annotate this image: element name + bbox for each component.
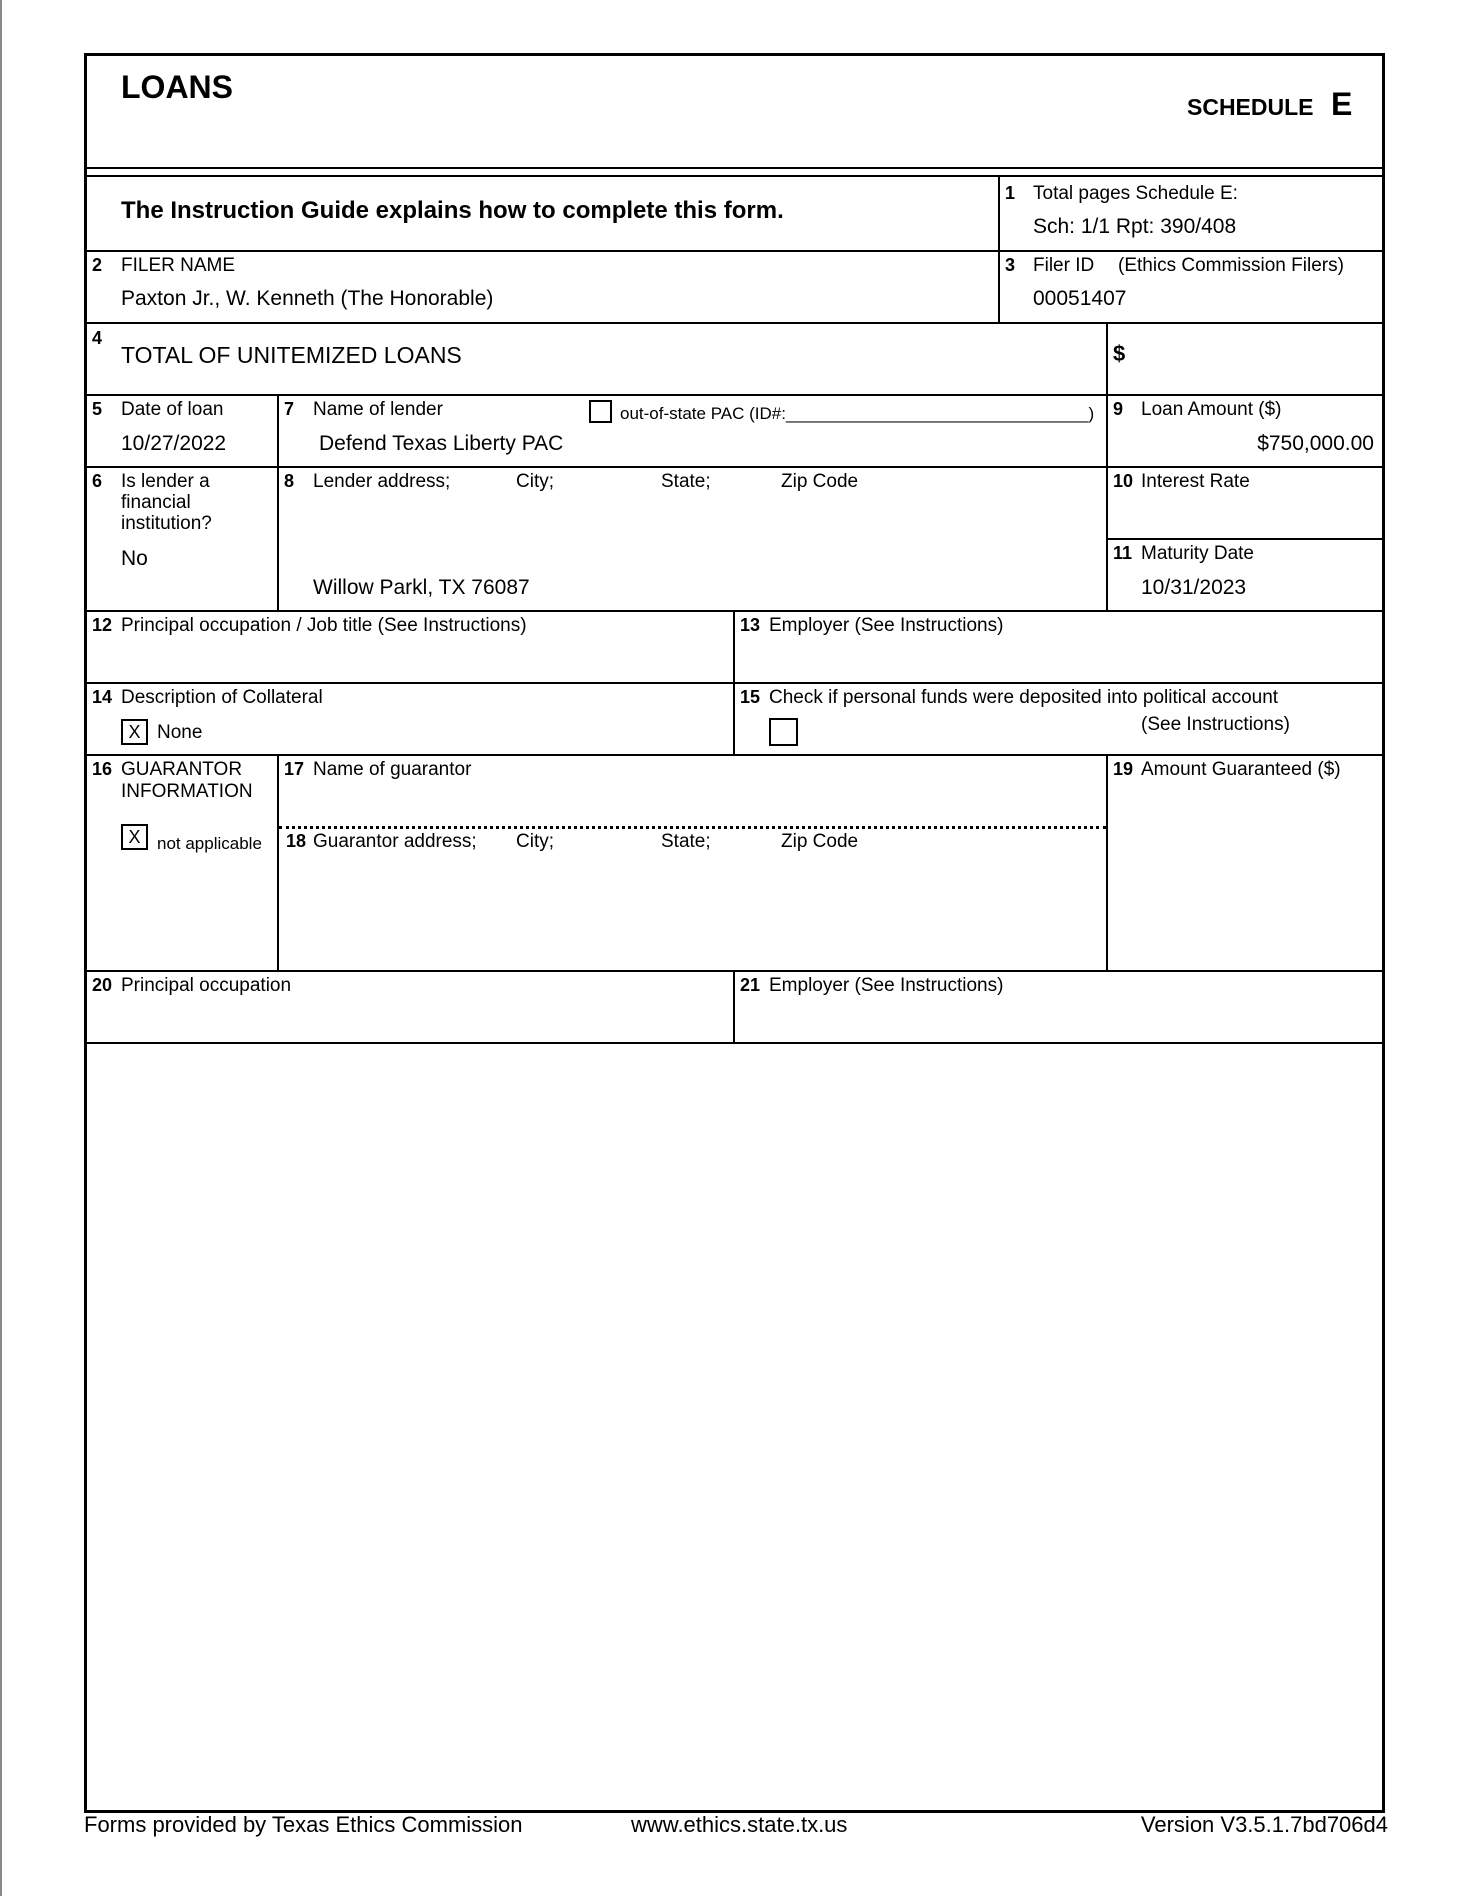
collateral-none-checkbox[interactable]: X [121, 719, 148, 745]
filer-id-note: (Ethics Commission Filers) [1118, 255, 1344, 276]
field-number: 16 [92, 759, 113, 779]
schedule-label: SCHEDULE [1187, 94, 1314, 120]
field-number: 17 [284, 759, 305, 779]
filer-name-value: Paxton Jr., W. Kenneth (The Honorable) [121, 287, 494, 310]
financial-institution-label-2: financial [121, 492, 191, 513]
personal-funds-checkbox[interactable] [769, 718, 798, 746]
rule [84, 167, 1385, 169]
footer-provider: Forms provided by Texas Ethics Commission [84, 1812, 523, 1837]
rule [84, 466, 1385, 468]
guarantor-zip-label: Zip Code [781, 831, 859, 852]
dotted-rule [279, 826, 1106, 829]
personal-funds-note: (See Instructions) [1141, 714, 1290, 735]
rule [733, 610, 735, 754]
lender-zip-label: Zip Code [781, 471, 859, 492]
form-title: LOANS [121, 69, 233, 105]
maturity-date-value: 10/31/2023 [1141, 576, 1247, 599]
field-number: 10 [1113, 471, 1134, 491]
field-number: 8 [284, 471, 295, 491]
field-number: 18 [286, 831, 307, 851]
guarantor-city-label: City; [516, 831, 554, 852]
field-number: 20 [92, 975, 113, 995]
interest-rate-label: Interest Rate [1141, 471, 1250, 492]
instructions-note: The Instruction Guide explains how to complete this form. [121, 197, 784, 224]
field-number: 2 [92, 255, 103, 275]
field-number: 13 [740, 615, 761, 635]
financial-institution-label-1: Is lender a [121, 471, 210, 492]
rule [84, 250, 1385, 252]
amount-guaranteed-label: Amount Guaranteed ($) [1141, 759, 1341, 780]
out-of-state-pac-label: out-of-state PAC (ID#:________________________________) [620, 404, 1095, 423]
lender-name-label: Name of lender [313, 399, 443, 420]
total-pages-label: Total pages Schedule E: [1033, 183, 1238, 204]
field-number: 6 [92, 471, 103, 491]
loan-date-label: Date of loan [121, 399, 224, 420]
financial-institution-value: No [121, 547, 148, 570]
field-number: 15 [740, 687, 761, 707]
rule [84, 175, 1385, 177]
rule [1106, 538, 1385, 540]
field-number: 9 [1113, 399, 1124, 419]
rule [84, 754, 1385, 756]
rule [277, 754, 279, 970]
field-number: 12 [92, 615, 113, 635]
filer-id-value: 00051407 [1033, 287, 1127, 310]
field-number: 1 [1005, 183, 1016, 203]
guarantor-not-applicable-checkbox[interactable]: X [121, 824, 148, 850]
loan-amount-value: $750,000.00 [1257, 432, 1374, 455]
loan-date-value: 10/27/2022 [121, 432, 227, 455]
collateral-none-label: None [157, 722, 203, 743]
field-number: 5 [92, 399, 103, 419]
rule [84, 322, 1385, 324]
schedule-e-form [84, 53, 1385, 1813]
guarantor-employer-label: Employer (See Instructions) [769, 975, 1004, 996]
field-number: 4 [92, 328, 103, 348]
filer-name-label: FILER NAME [121, 255, 236, 276]
field-number: 21 [740, 975, 761, 995]
total-pages-value: Sch: 1/1 Rpt: 390/408 [1033, 215, 1237, 238]
guarantor-info-label-1: GUARANTOR [121, 759, 243, 780]
footer-website[interactable]: www.ethics.state.tx.us [631, 1812, 848, 1837]
rule [998, 175, 1000, 322]
footer-version: Version V3.5.1.7bd706d4 [1140, 1812, 1388, 1837]
rule [1106, 322, 1108, 610]
guarantor-state-label: State; [661, 831, 711, 852]
filer-id-label: Filer ID [1033, 255, 1095, 276]
field-number: 7 [284, 399, 295, 419]
rule [277, 394, 279, 610]
lender-city-label: City; [516, 471, 554, 492]
field-number: 14 [92, 687, 113, 707]
guarantor-occupation-label: Principal occupation [121, 975, 292, 996]
lender-address-label: Lender address; [313, 471, 451, 492]
currency-sign: $ [1113, 341, 1126, 366]
out-of-state-pac-checkbox[interactable] [589, 400, 612, 423]
collateral-label: Description of Collateral [121, 687, 323, 708]
lender-state-label: State; [661, 471, 711, 492]
page-edge [0, 0, 2, 1896]
rule [733, 970, 735, 1042]
guarantor-not-applicable-label: not applicable [157, 834, 262, 853]
schedule-letter: E [1331, 86, 1353, 122]
guarantor-name-label: Name of guarantor [313, 759, 472, 780]
rule [84, 394, 1385, 396]
maturity-date-label: Maturity Date [1141, 543, 1254, 564]
lender-occupation-label: Principal occupation / Job title (See Instructions) [121, 615, 527, 636]
field-number: 11 [1113, 543, 1133, 563]
rule [1106, 754, 1108, 970]
lender-employer-label: Employer (See Instructions) [769, 615, 1004, 636]
lender-name-value: Defend Texas Liberty PAC [319, 432, 564, 455]
rule [84, 1042, 1385, 1044]
guarantor-info-label-2: INFORMATION [121, 781, 253, 802]
field-number: 19 [1113, 759, 1134, 779]
personal-funds-label: Check if personal funds were deposited into political account [769, 687, 1279, 708]
guarantor-address-label: Guarantor address; [313, 831, 477, 852]
unitemized-loans-label: TOTAL OF UNITEMIZED LOANS [121, 342, 462, 368]
financial-institution-label-3: institution? [121, 513, 212, 534]
field-number: 3 [1005, 255, 1016, 275]
loan-amount-label: Loan Amount ($) [1141, 399, 1282, 420]
lender-address-value: Willow Parkl, TX 76087 [313, 576, 530, 599]
